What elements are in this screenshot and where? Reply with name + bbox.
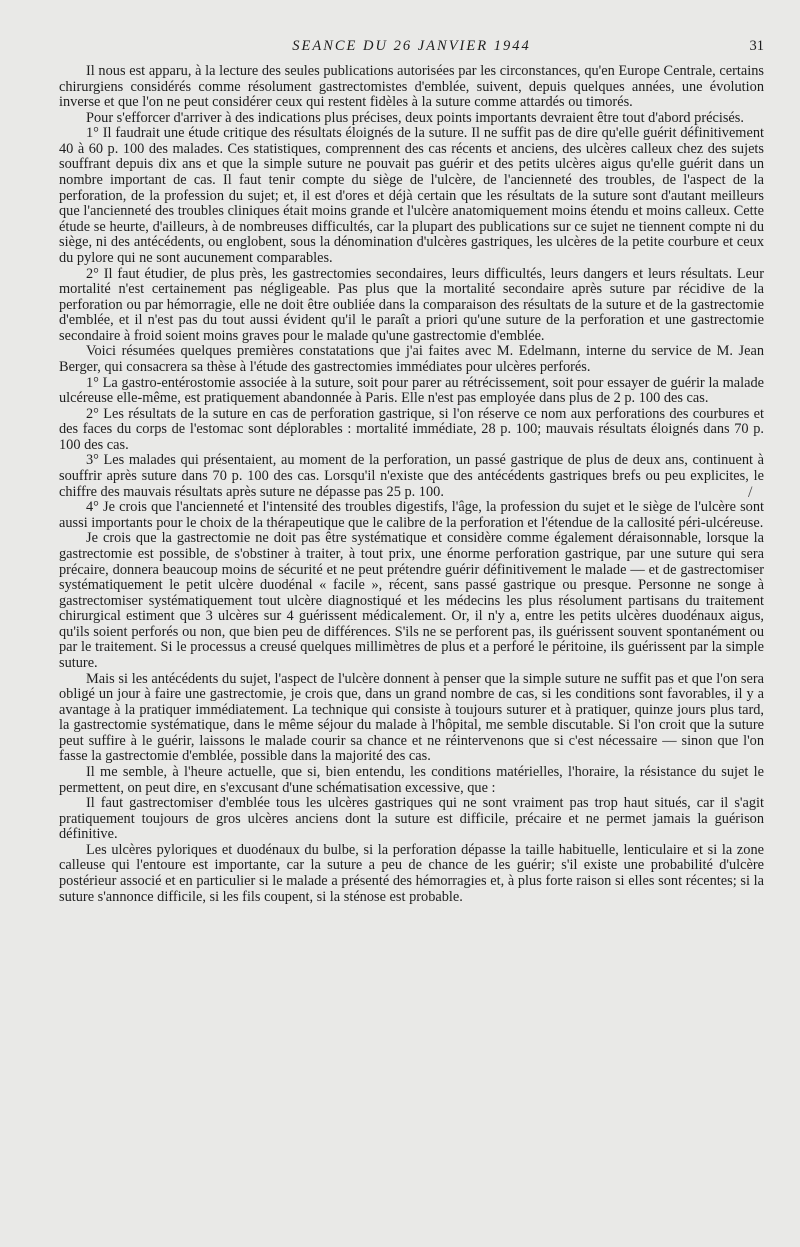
page-number: 31 xyxy=(749,38,764,54)
paragraph: Il me semble, à l'heure actuelle, que si, bien entendu, les conditions matérielles, l'horaire, la résistance du sujet le permettent, on peut dire, en s'excusant d'une schématisation excessive, que : xyxy=(59,764,764,796)
paragraph: Je crois que la gastrectomie ne doit pas être systématique et considère comme également déraisonnable, lorsque la gastrectomie est possible, de s'obstiner à traiter, à tout prix, une énorme perforation gastrique, par une suture qui sera précaire, donnera beaucoup moins de sécurité et ne peut prétendre guérir définitivement le malade — et de gastrectomiser systématiquement le petit ulcère duodénal « facile », récent, sans passé gastrique ou presque. Personne ne songe à gastrectomiser systématiquement tout ulcère diagnostiqué et les médecins les plus résolument partisans du traitement chirurgical estiment que 3 ulcères sur 4 guérissent médicalement. Or, il n'y a, entre les petits ulcères duodénaux aigus, qu'ils soient perforés ou non, que bien peu de différences. S'ils ne se perforent pas, ils guérissent souvent spontanément ou par le traitement. Si le processus a creusé quelques millimètres de plus et a perforé le péritoine, ils guérissent par la simple suture. xyxy=(59,530,764,671)
body-text xyxy=(59,64,764,905)
paragraph: Il faut gastrectomiser d'emblée tous les ulcères gastriques qui ne sont vraiment pas trop haut situés, car il s'agit pratiquement toujours de gros ulcères anciens dont la suture est difficile, précaire et ne permet jamais la guérison définitive. xyxy=(59,795,764,843)
paragraph: Les ulcères pyloriques et duodénaux du bulbe, si la perforation dépasse la taille habituelle, lenticulaire et si la zone calleuse qui l'entoure est importante, car la suture a peu de chance de les guérir; s'il existe une probabilité d'ulcère postérieur associé et en particulier si le malade a présenté des hémorragies et, à plus forte raison si elles sont récentes; si la suture s'annonce difficile, si les fils coupent, si la sténose est probable. xyxy=(59,841,764,905)
paragraph: 4° Je crois que l'ancienneté et l'intensité des troubles digestifs, l'âge, la profession du sujet et le siège de l'ulcère sont aussi importants pour le choix de la thérapeutique que le calibre de la perforation et l'étendue de la callosité péri-ulcéreuse. xyxy=(59,499,764,531)
paragraph: 1° La gastro-entérostomie associée à la suture, soit pour parer au rétrécissement, soit pour essayer de guérir la malade ulcéreuse elle-même, est pratiquement abandonnée à Paris. Elle n'est pas employée dans plus de 2 p. 100 des cas. xyxy=(59,374,764,407)
paragraph: Il nous est apparu, à la lecture des seules publications autorisées par les circonstances, qu'en Europe Centrale, certains chirurgiens considérés comme résolument gastrectomistes d'emblée, suivent, depuis quelques années, une évolution inverse et que l'on ne peut considérer ceux qui restent fidèles à la suture comme attardés ou timorés. xyxy=(59,63,764,111)
paragraph: 1° Il faudrait une étude critique des résultats éloignés de la suture. Il ne suffit pas de dire qu'elle guérit définitivement 40 à 60 p. 100 des malades. Ces statistiques, comprennent des cas récents et anciens, des ulcères calleux chez des sujets souffrant depuis dix ans et que la simple suture ne pouvait pas guérir et des petits ulcères aigus qu'elle guérit dans un nombre important de cas. Il faut tenir compte du siège de l'ulcère, de l'ancienneté des troubles, de l'aspect de la perforation, de la profession du sujet; et, il est d'ores et déjà certain que les résultats de la suture sont d'autant meilleurs que l'ancienneté des troubles cliniques était moins grande et l'ulcère anatomiquement moins étendu et moins calleux. Cette étude se heurte, d'ailleurs, à de nombreuses difficultés, car la plupart des publications sur ce sujet ne tiennent compte ni du siège, ni des antécédents, ou englobent, sous la dénomination d'ulcères gastriques, les ulcères de la petite courbure et ceux du pylore qui ne sont aucunement comparables. xyxy=(59,125,764,266)
paragraph: 2° Les résultats de la suture en cas de perforation gastrique, si l'on réserve ce nom aux perforations des courbures et des faces du corps de l'estomac sont déplorables : mortalité immédiate, 28 p. 100; mauvais résultats éloignés dans 70 p. 100 des cas. xyxy=(59,405,764,453)
running-head xyxy=(59,38,764,64)
running-title: SEANCE DU 26 JANVIER 1944 xyxy=(292,38,531,54)
paragraph: Pour s'efforcer d'arriver à des indications plus précises, deux points importants devraient être tout d'abord précisés. xyxy=(86,109,744,126)
margin-slash-mark: / xyxy=(748,484,753,501)
paragraph: 2° Il faut étudier, de plus près, les gastrectomies secondaires, leurs difficultés, leurs dangers et leurs résultats. Leur mortalité n'est certainement pas négligeable. Pas plus que la mortalité secondaire après suture par récidive de la perforation ou par hémorragie, elle ne doit être oubliée dans la comparaison des résultats de la suture et de la gastrectomie d'emblée, et il n'est pas du tout aussi évident qu'il le paraît a priori qu'une suture de la perforation et une gastrectomie secondaire à froid soient moins graves pour le malade qu'une gastrectomie d'emblée. xyxy=(59,265,764,344)
paragraph: Mais si les antécédents du sujet, l'aspect de l'ulcère donnent à penser que la simple suture ne suffit pas et que l'on sera obligé un jour à faire une gastrectomie, je crois que, dans un grand nombre de cas, si les conditions sont favorables, il y a avantage à la pratiquer immédiatement. La technique qui consiste à toujours suturer et à pratiquer, quinze jours plus tard, la gastrectomie systématique, dans le même séjour du malade à l'hôpital, me semble discutable. Si l'on croit que la suture peut suffire à le guérir, laissons le malade courir sa chance et ne réintervenons que si c'est nécessaire — sinon que l'on fasse la gastrectomie d'emblée, possible dans la majorité des cas. xyxy=(59,670,764,765)
paragraph: Voici résumées quelques premières constatations que j'ai faites avec M. Edelmann, interne du service de M. Jean Berger, qui consacrera sa thèse à l'étude des gastrectomies immédiates pour ulcères perforés. xyxy=(59,343,764,375)
paragraph: 3° Les malades qui présentaient, au moment de la perforation, un passé gastrique de plus de deux ans, continuent à souffrir après suture dans 70 p. 100 des cas. Lorsqu'il n'existe que des antécédents gastriques brefs ou peu explicites, le chiffre des mauvais résultats après suture ne dépasse pas 25 p. 100. xyxy=(59,452,764,500)
